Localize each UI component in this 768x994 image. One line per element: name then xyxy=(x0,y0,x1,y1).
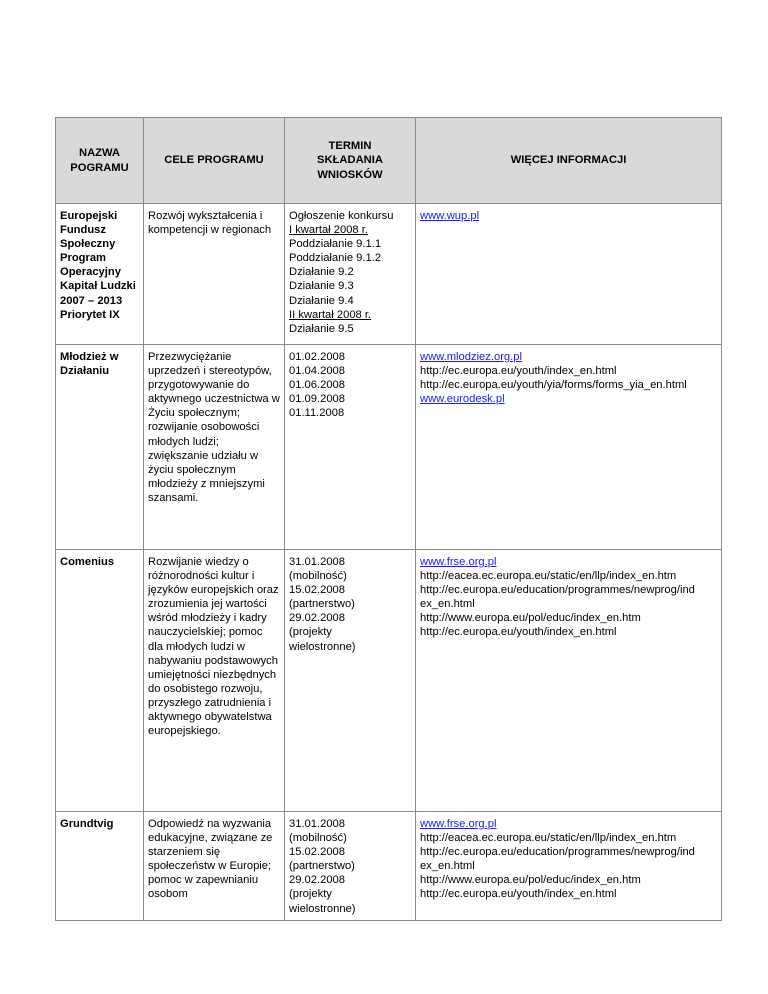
program-name: Młodzież w Działaniu xyxy=(56,345,144,550)
info-url[interactable]: http://eacea.ec.europa.eu/static/en/llp/index_en.htm xyxy=(420,832,677,845)
program-goals: Odpowiedź na wyzwania edukacyjne, związane ze starzeniem się społeczeństw w Europie; pomoc w zapewnianiu osobom xyxy=(144,812,285,921)
table-row xyxy=(56,345,722,550)
program-goals: Rozwijanie wiedzy o różnorodności kultur i języków europejskich oraz zrozumienia jej wartości wśród młodzieży i kadry nauczycielskiej; pomoc dla młodych ludzi w nabywaniu podstawowych umiejętności niezbędnych do osobistego rozwoju, przyszłego zatrudnienia i aktywnego obywatelstwa europejskiego. xyxy=(144,550,285,812)
info-url[interactable]: http://ec.europa.eu/education/programmes/newprog/ind xyxy=(420,584,695,597)
program-deadline: 31.01.2008 (mobilność) 15.02.2008 (partnerstwo) 29.02.2008 (projekty wielostronne) xyxy=(285,812,416,921)
table-row xyxy=(56,812,722,921)
info-link[interactable]: www.frse.org.pl xyxy=(420,556,497,568)
program-deadline: Ogłoszenie konkursu I kwartał 2008 r. Poddziałanie 9.1.1 Poddziałanie 9.1.2 Działanie 9.2 Działanie 9.3 Działanie 9.4 II kwartał 2008 r. Działanie 9.5 xyxy=(285,204,416,345)
program-goals: Rozwój wykształcenia i kompetencji w regionach xyxy=(144,204,285,345)
program-info xyxy=(416,345,722,550)
header-info: WIĘCEJ INFORMACJI xyxy=(416,118,722,204)
header-row xyxy=(56,118,722,204)
info-url[interactable]: http://ec.europa.eu/youth/yia/forms/forms_yia_en.html xyxy=(420,379,687,392)
program-info xyxy=(416,812,722,921)
info-url[interactable]: http://eacea.ec.europa.eu/static/en/llp/index_en.htm xyxy=(420,570,677,583)
info-link[interactable]: www.wup.pl xyxy=(420,210,480,222)
program-deadline: 31.01.2008 (mobilność) 15.02.2008 (partnerstwo) 29.02.2008 (projekty wielostronne) xyxy=(285,550,416,812)
program-info xyxy=(416,204,722,345)
table-row xyxy=(56,550,722,812)
info-url[interactable]: http://www.europa.eu/pol/educ/index_en.htm xyxy=(420,874,641,887)
info-url[interactable]: ex_en.html xyxy=(420,860,475,873)
info-url[interactable]: http://ec.europa.eu/education/programmes/newprog/ind xyxy=(420,846,695,859)
table-row xyxy=(56,204,722,345)
programs-table xyxy=(55,117,722,921)
header-goals: CELE PROGRAMU xyxy=(144,118,285,204)
header-deadline: TERMIN SKŁADANIA WNIOSKÓW xyxy=(285,118,416,204)
info-url[interactable]: ex_en.html xyxy=(420,598,475,611)
program-name: Europejski Fundusz Społeczny Program Operacyjny Kapitał Ludzki 2007 – 2013 Priorytet IX xyxy=(56,204,144,345)
program-name: Grundtvig xyxy=(56,812,144,921)
program-info xyxy=(416,550,722,812)
header-name: NAZWA POGRAMU xyxy=(56,118,144,204)
program-name: Comenius xyxy=(56,550,144,812)
info-url[interactable]: http://www.europa.eu/pol/educ/index_en.htm xyxy=(420,612,641,625)
info-url[interactable]: http://ec.europa.eu/youth/index_en.html xyxy=(420,626,617,639)
info-link[interactable]: www.mlodziez.org.pl xyxy=(420,351,522,363)
info-url[interactable]: http://ec.europa.eu/youth/index_en.html xyxy=(420,365,617,378)
program-goals: Przezwyciężanie uprzedzeń i stereotypów, przygotowywanie do aktywnego uczestnictwa w Życiu społecznym; rozwijanie osobowości młodych ludzi; zwiększanie udziału w życiu społecznym młodzieży z mniejszymi szansami. xyxy=(144,345,285,550)
program-deadline: 01.02.2008 01.04.2008 01.06.2008 01.09.2008 01.11.2008 xyxy=(285,345,416,550)
info-link[interactable]: www.eurodesk.pl xyxy=(420,393,505,406)
info-url[interactable]: http://ec.europa.eu/youth/index_en.html xyxy=(420,888,617,901)
info-link[interactable]: www.frse.org.pl xyxy=(420,818,497,830)
